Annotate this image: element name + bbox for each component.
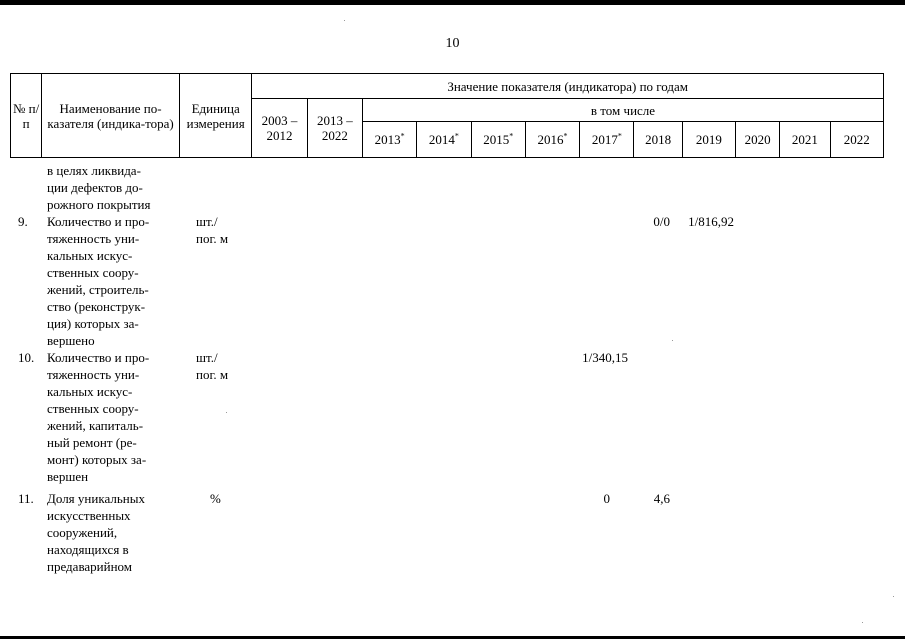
scan-speck: [672, 340, 673, 341]
scan-speck: [862, 622, 863, 623]
header-year-2022: 2022: [830, 122, 883, 158]
header-name: Наименование по-казателя (индика-тора): [42, 74, 180, 158]
row-10-unit: шт./ пог. м: [196, 350, 229, 382]
page-number: 10: [445, 36, 460, 51]
top-border: [0, 0, 905, 5]
header-unit: Единица измерения: [179, 74, 251, 158]
header-including: в том числе: [362, 99, 883, 122]
row-9-value-2018: 0/0: [653, 214, 670, 229]
row-9-unit: шт./ пог. м: [196, 214, 229, 246]
scan-speck: [893, 596, 894, 597]
header-range-2003-2012: 2003 – 2012: [252, 99, 307, 158]
row-11-value-2018: 4,6: [653, 491, 670, 506]
row-10-name: Количество и про- тяженность уни- кальных искус- ственных соору- жений, капиталь- ный ремонт (ре- монт) которых за- вершен: [47, 350, 150, 484]
row-10-number: 10.: [18, 350, 35, 365]
row-11-number: 11.: [18, 491, 34, 506]
row-11-value-2017: 0: [603, 491, 610, 506]
header-year-2020: 2020: [736, 122, 780, 158]
row-9-value-2019: 1/816,92: [688, 214, 734, 229]
header-number: № п/п: [11, 74, 42, 158]
header-year-2019: 2019: [682, 122, 735, 158]
header-range-2013-2022: 2013 – 2022: [307, 99, 362, 158]
row-9-number: 9.: [18, 214, 28, 229]
row-11-name: Доля уникальных искусственных сооружений, находящихся в предаварийном: [47, 491, 145, 574]
header-year-2017: 2017*: [580, 122, 634, 158]
header-year-2015: 2015*: [471, 122, 525, 158]
scan-speck: [344, 20, 345, 21]
header-year-2016: 2016*: [525, 122, 579, 158]
bottom-border: [0, 636, 905, 639]
header-year-2018: 2018: [634, 122, 682, 158]
row-10-value-2017: 1/340,15: [582, 350, 628, 365]
continuation-text: в целях ликвида- ции дефектов до- рожного покрытия: [47, 163, 151, 212]
table-header: [10, 73, 884, 158]
header-year-2013: 2013*: [362, 122, 416, 158]
header-year-2021: 2021: [780, 122, 830, 158]
row-11-unit: %: [210, 491, 221, 506]
scan-speck: [226, 412, 227, 413]
header-values: Значение показателя (индикатора) по годам: [252, 74, 884, 99]
header-year-2014: 2014*: [417, 122, 471, 158]
row-9-name: Количество и про- тяженность уни- кальных искус- ственных соору- жений, строитель- ство (реконструк- ция) которых за- вершено: [47, 214, 150, 348]
